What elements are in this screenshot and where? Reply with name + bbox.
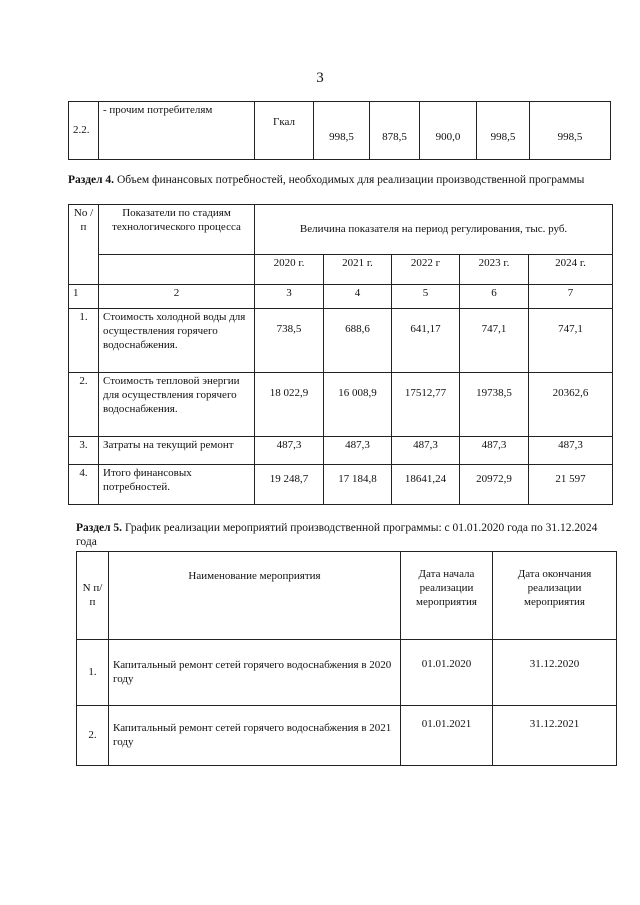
- consumption-table-continuation: [68, 101, 611, 160]
- section5-label: Раздел 5.: [76, 522, 123, 534]
- col-number: 1: [69, 285, 99, 309]
- value-cell: 19 248,7: [255, 465, 324, 505]
- value-cell: 487,3: [529, 437, 613, 465]
- header-row: [77, 552, 617, 640]
- value-cell: 18641,24: [392, 465, 460, 505]
- row-num: 1.: [77, 640, 109, 706]
- column-numbers-row: [69, 285, 613, 309]
- year-header: 2024 г.: [529, 255, 613, 285]
- table-row: [69, 102, 611, 160]
- header-value-caption: Величина показателя на период регулирования, тыс. руб.: [255, 205, 613, 255]
- value-cell: 487,3: [460, 437, 529, 465]
- value-cell: 16 008,9: [324, 373, 392, 437]
- row-num: 2.2.: [69, 102, 99, 160]
- row-name: Стоимость тепловой энергии для осуществления горячего водоснабжения.: [99, 373, 255, 437]
- table-row: [77, 640, 617, 706]
- section5-title: График реализации мероприятий производственной программы: с 01.01.2020 года по 31.12.2024 года: [76, 522, 598, 548]
- value-cell: 17 184,8: [324, 465, 392, 505]
- header-start: Дата начала реализации мероприятия: [401, 552, 493, 640]
- year-header: 2023 г.: [460, 255, 529, 285]
- table-row: [69, 373, 613, 437]
- section4-title: Объем финансовых потребностей, необходимых для реализации производственной программы: [116, 174, 585, 186]
- value-cell: 998,5: [530, 102, 611, 160]
- end-date: 31.12.2021: [493, 706, 617, 766]
- year-header: 2022 г: [392, 255, 460, 285]
- value-cell: 747,1: [529, 309, 613, 373]
- col-number: 2: [99, 285, 255, 309]
- value-cell: 641,17: [392, 309, 460, 373]
- header-empty: [99, 255, 255, 285]
- row-name: Капитальный ремонт сетей горячего водоснабжения в 2021 году: [109, 706, 401, 766]
- table-row: [77, 706, 617, 766]
- col-number: 4: [324, 285, 392, 309]
- value-cell: 900,0: [420, 102, 477, 160]
- page-number: 3: [316, 70, 324, 86]
- header-num: No /п: [69, 205, 99, 285]
- section4-label: Раздел 4.: [68, 174, 115, 186]
- value-cell: 688,6: [324, 309, 392, 373]
- value-cell: 998,5: [477, 102, 530, 160]
- row-name: Затраты на текущий ремонт: [99, 437, 255, 465]
- header-years-row: [69, 255, 613, 285]
- row-name: Итого финансовых потребностей.: [99, 465, 255, 505]
- value-cell: 20972,9: [460, 465, 529, 505]
- row-unit: Гкал: [255, 102, 314, 160]
- row-name: Капитальный ремонт сетей горячего водоснабжения в 2020 году: [109, 640, 401, 706]
- header-row: [69, 205, 613, 255]
- row-name: Стоимость холодной воды для осуществления горячего водоснабжения.: [99, 309, 255, 373]
- row-num: 3.: [69, 437, 99, 465]
- header-indicators: Показатели по стадиям технологического процесса: [99, 205, 255, 255]
- value-cell: 747,1: [460, 309, 529, 373]
- value-cell: 21 597: [529, 465, 613, 505]
- financial-needs-table: [68, 204, 613, 505]
- row-num: 2.: [77, 706, 109, 766]
- table-row: [69, 465, 613, 505]
- value-cell: 18 022,9: [255, 373, 324, 437]
- value-cell: 998,5: [314, 102, 370, 160]
- table-row: [69, 309, 613, 373]
- year-header: 2020 г.: [255, 255, 324, 285]
- col-number: 5: [392, 285, 460, 309]
- header-end: Дата окончания реализации мероприятия: [493, 552, 617, 640]
- section4-heading: [68, 174, 612, 188]
- start-date: 01.01.2021: [401, 706, 493, 766]
- value-cell: 20362,6: [529, 373, 613, 437]
- col-number: 3: [255, 285, 324, 309]
- header-num: N п/п: [77, 552, 109, 640]
- end-date: 31.12.2020: [493, 640, 617, 706]
- section5-heading: [76, 522, 616, 550]
- start-date: 01.01.2020: [401, 640, 493, 706]
- header-name: Наименование мероприятия: [109, 552, 401, 640]
- row-num: 1.: [69, 309, 99, 373]
- row-name: - прочим потребителям: [99, 102, 255, 160]
- col-number: 7: [529, 285, 613, 309]
- value-cell: 487,3: [392, 437, 460, 465]
- col-number: 6: [460, 285, 529, 309]
- value-cell: 17512,77: [392, 373, 460, 437]
- value-cell: 878,5: [370, 102, 420, 160]
- value-cell: 738,5: [255, 309, 324, 373]
- value-cell: 19738,5: [460, 373, 529, 437]
- value-cell: 487,3: [324, 437, 392, 465]
- schedule-table: [76, 551, 617, 766]
- year-header: 2021 г.: [324, 255, 392, 285]
- row-num: 4.: [69, 465, 99, 505]
- row-num: 2.: [69, 373, 99, 437]
- value-cell: 487,3: [255, 437, 324, 465]
- table-row: [69, 437, 613, 465]
